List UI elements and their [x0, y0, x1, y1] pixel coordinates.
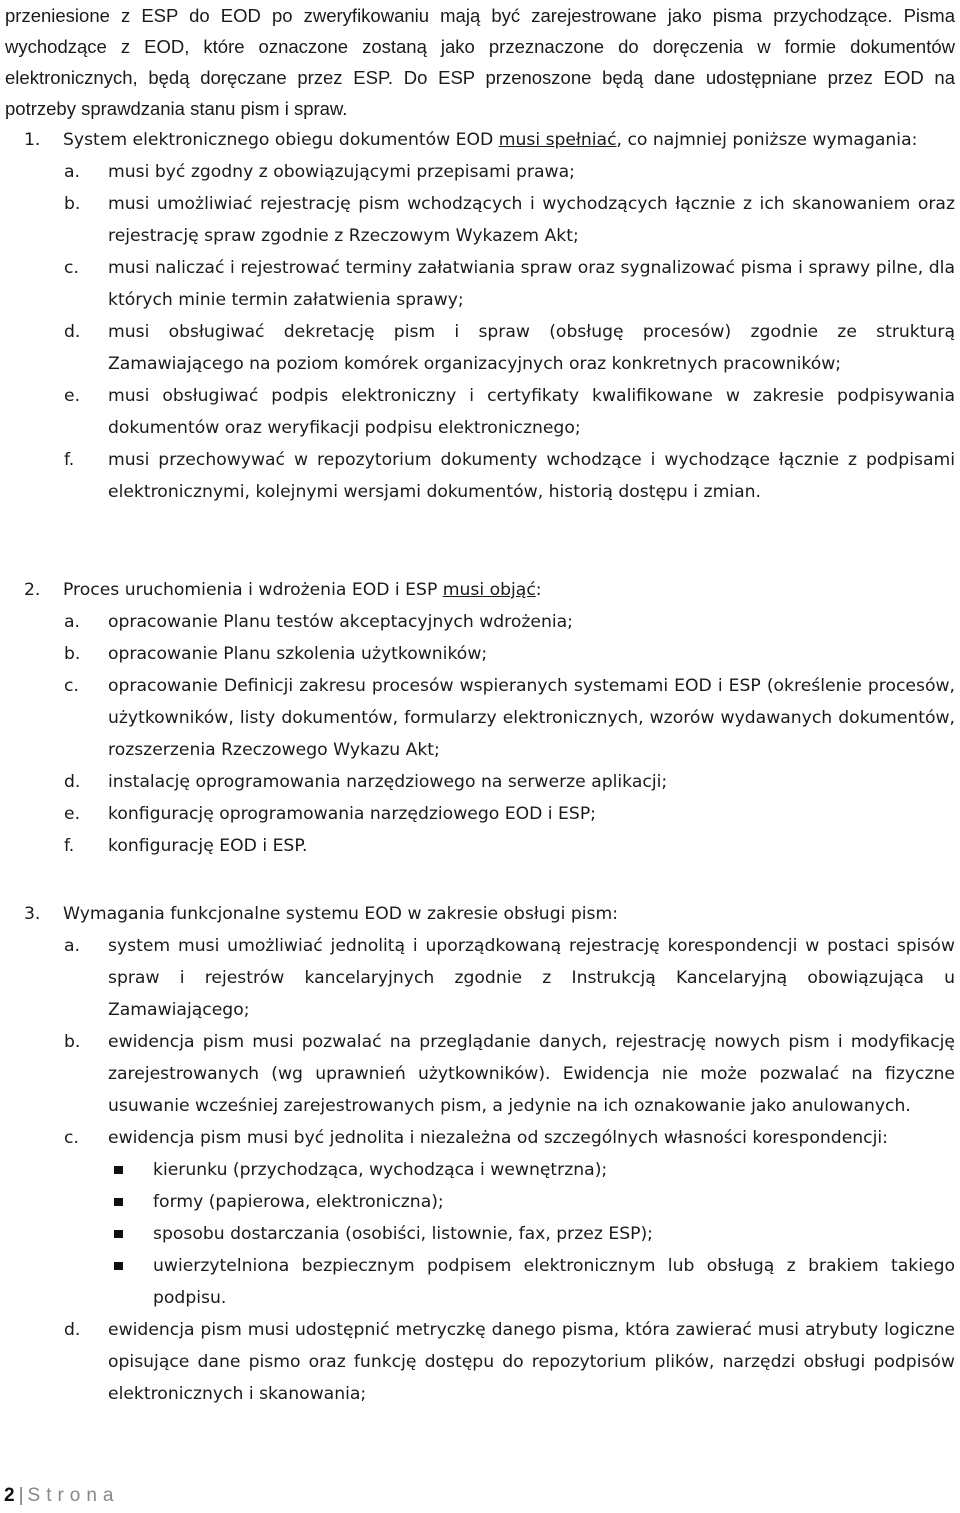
page-number: 2 — [4, 1485, 15, 1506]
item-letter: a. — [64, 936, 80, 956]
section-1 — [0, 124, 960, 508]
item-letter: c. — [64, 1128, 79, 1148]
bullet-text: formy (papierowa, elektroniczna); — [153, 1192, 444, 1212]
item-text: musi naliczać i rejestrować terminy załatwiania spraw oraz sygnalizować pisma i sprawy pilne, dla których minie termin załatwienia sprawy; — [108, 258, 955, 310]
item-text: ewidencja pism musi pozwalać na przeglądanie danych, rejestrację nowych pism i modyfikację zarejestrowanych (wg uprawnień użytkowników). Ewidencja nie może pozwalać na fizyczne usuwanie wcześniej zarejestrowanych pism, a jedynie na ich oznakowanie jako anulowanych. — [108, 1032, 955, 1116]
list-item — [0, 1314, 960, 1410]
item-letter: d. — [64, 322, 81, 342]
intro-paragraph: przeniesione z ESP do EOD po zweryfikowaniu mają być zarejestrowane jako pisma przychodzące. Pisma wychodzące z EOD, które oznaczone zostaną jako przeznaczone do doręczenia w formie dokumentów elektronicznych, będą doręczane przez ESP. Do ESP przenoszone będą dane udostępniane przez EOD na potrzeby sprawdzania stanu pism i spraw. — [5, 5, 955, 119]
list-item — [0, 1026, 960, 1122]
item-letter: b. — [64, 644, 81, 664]
heading-underlined: musi spełniać — [498, 130, 617, 150]
item-text: musi przechowywać w repozytorium dokumenty wchodzące i wychodzące łącznie z podpisami elektronicznymi, kolejnymi wersjami dokumentów, historią dostępu i zmian. — [108, 450, 955, 502]
item-letter: a. — [64, 612, 80, 632]
item-letter: f. — [64, 450, 75, 470]
item-text: konfigurację oprogramowania narzędziowego EOD i ESP; — [108, 804, 596, 824]
heading-text: System elektronicznego obiegu dokumentów EOD — [63, 130, 499, 150]
item-text: konfigurację EOD i ESP. — [108, 836, 308, 856]
section-number: 1. — [24, 130, 41, 150]
heading-text: Wymagania funkcjonalne systemu EOD w zakresie obsługi pism: — [63, 904, 619, 924]
list-item — [0, 830, 960, 862]
square-bullet-icon — [114, 1230, 123, 1238]
section-3-heading — [0, 898, 960, 930]
item-letter: d. — [64, 772, 81, 792]
section-1-heading — [0, 124, 960, 156]
item-letter: b. — [64, 194, 81, 214]
page-footer — [4, 1485, 120, 1507]
heading-text-end: : — [535, 580, 542, 600]
bullet-item — [0, 1218, 960, 1250]
heading-text: Proces uruchomienia i wdrożenia EOD i ESP — [63, 580, 443, 600]
list-item — [0, 188, 960, 252]
list-item — [0, 766, 960, 798]
list-item — [0, 638, 960, 670]
section-number: 3. — [24, 904, 41, 924]
item-text: system musi umożliwiać jednolitą i uporządkowaną rejestrację korespondencji w postaci spisów spraw i rejestrów kancelaryjnych zgodnie z Instrukcją Kancelaryjną obowiązująca u Zamawiającego; — [108, 936, 955, 1020]
list-item — [0, 316, 960, 380]
item-letter: d. — [64, 1320, 81, 1340]
item-letter: f. — [64, 836, 75, 856]
bullet-item — [0, 1186, 960, 1218]
item-text: opracowanie Planu testów akceptacyjnych wdrożenia; — [108, 612, 573, 632]
section-3 — [0, 898, 960, 1410]
item-letter: b. — [64, 1032, 81, 1052]
list-item — [0, 380, 960, 444]
list-item — [0, 798, 960, 830]
item-letter: a. — [64, 162, 80, 182]
bullet-text: sposobu dostarczania (osobiści, listownie, fax, przez ESP); — [153, 1224, 653, 1244]
item-text: musi być zgodny z obowiązującymi przepisami prawa; — [108, 162, 575, 182]
square-bullet-icon — [114, 1198, 123, 1206]
item-text: opracowanie Definicji zakresu procesów wspieranych systemami EOD i ESP (określenie procesów, użytkowników, listy dokumentów, formularzy elektronicznych, wzorów wydawanych dokumentów, rozszerzenia Rzeczowego Wykazu Akt; — [108, 676, 955, 760]
list-item — [0, 156, 960, 188]
item-letter: e. — [64, 804, 81, 824]
square-bullet-icon — [114, 1262, 123, 1270]
item-text: ewidencja pism musi być jednolita i niezależna od szczególnych własności korespondencji: — [108, 1128, 888, 1148]
heading-text-end: , co najmniej poniższe wymagania: — [616, 130, 918, 150]
list-item — [0, 930, 960, 1026]
square-bullet-icon — [114, 1166, 123, 1174]
item-text: musi obsługiwać dekretację pism i spraw (obsługę procesów) zgodnie ze strukturą Zamawiającego na poziom komórek organizacyjnych oraz konkretnych pracowników; — [108, 322, 955, 374]
footer-label: Strona — [27, 1485, 120, 1506]
list-item — [0, 670, 960, 766]
bullet-item — [0, 1250, 960, 1314]
footer-separator: | — [18, 1485, 24, 1506]
item-text: instalację oprogramowania narzędziowego na serwerze aplikacji; — [108, 772, 668, 792]
section-2 — [0, 574, 960, 862]
heading-underlined: musi objąć — [442, 580, 536, 600]
item-letter: e. — [64, 386, 81, 406]
list-item — [0, 444, 960, 508]
item-text: ewidencja pism musi udostępnić metryczkę danego pisma, która zawierać musi atrybuty logiczne opisujące dane pismo oraz funkcję dostępu do repozytorium plików, narzędzi obsługi podpisów elektronicznych i skanowania; — [108, 1320, 955, 1404]
item-text: opracowanie Planu szkolenia użytkowników; — [108, 644, 488, 664]
bullet-text: uwierzytelniona bezpiecznym podpisem elektronicznym lub obsługą z brakiem takiego podpisu. — [153, 1256, 955, 1308]
item-letter: c. — [64, 258, 79, 278]
bullet-text: kierunku (przychodząca, wychodząca i wewnętrzna); — [153, 1160, 608, 1180]
section-number: 2. — [24, 580, 41, 600]
item-letter: c. — [64, 676, 79, 696]
item-text: musi umożliwiać rejestrację pism wchodzących i wychodzących łącznie z ich skanowaniem oraz rejestrację spraw zgodnie z Rzeczowym Wykazem Akt; — [108, 194, 955, 246]
item-text: musi obsługiwać podpis elektroniczny i certyfikaty kwalifikowane w zakresie podpisywania dokumentów oraz weryfikacji podpisu elektronicznego; — [108, 386, 955, 438]
bullet-item — [0, 1154, 960, 1186]
section-2-heading — [0, 574, 960, 606]
list-item — [0, 1122, 960, 1154]
list-item — [0, 606, 960, 638]
list-item — [0, 252, 960, 316]
